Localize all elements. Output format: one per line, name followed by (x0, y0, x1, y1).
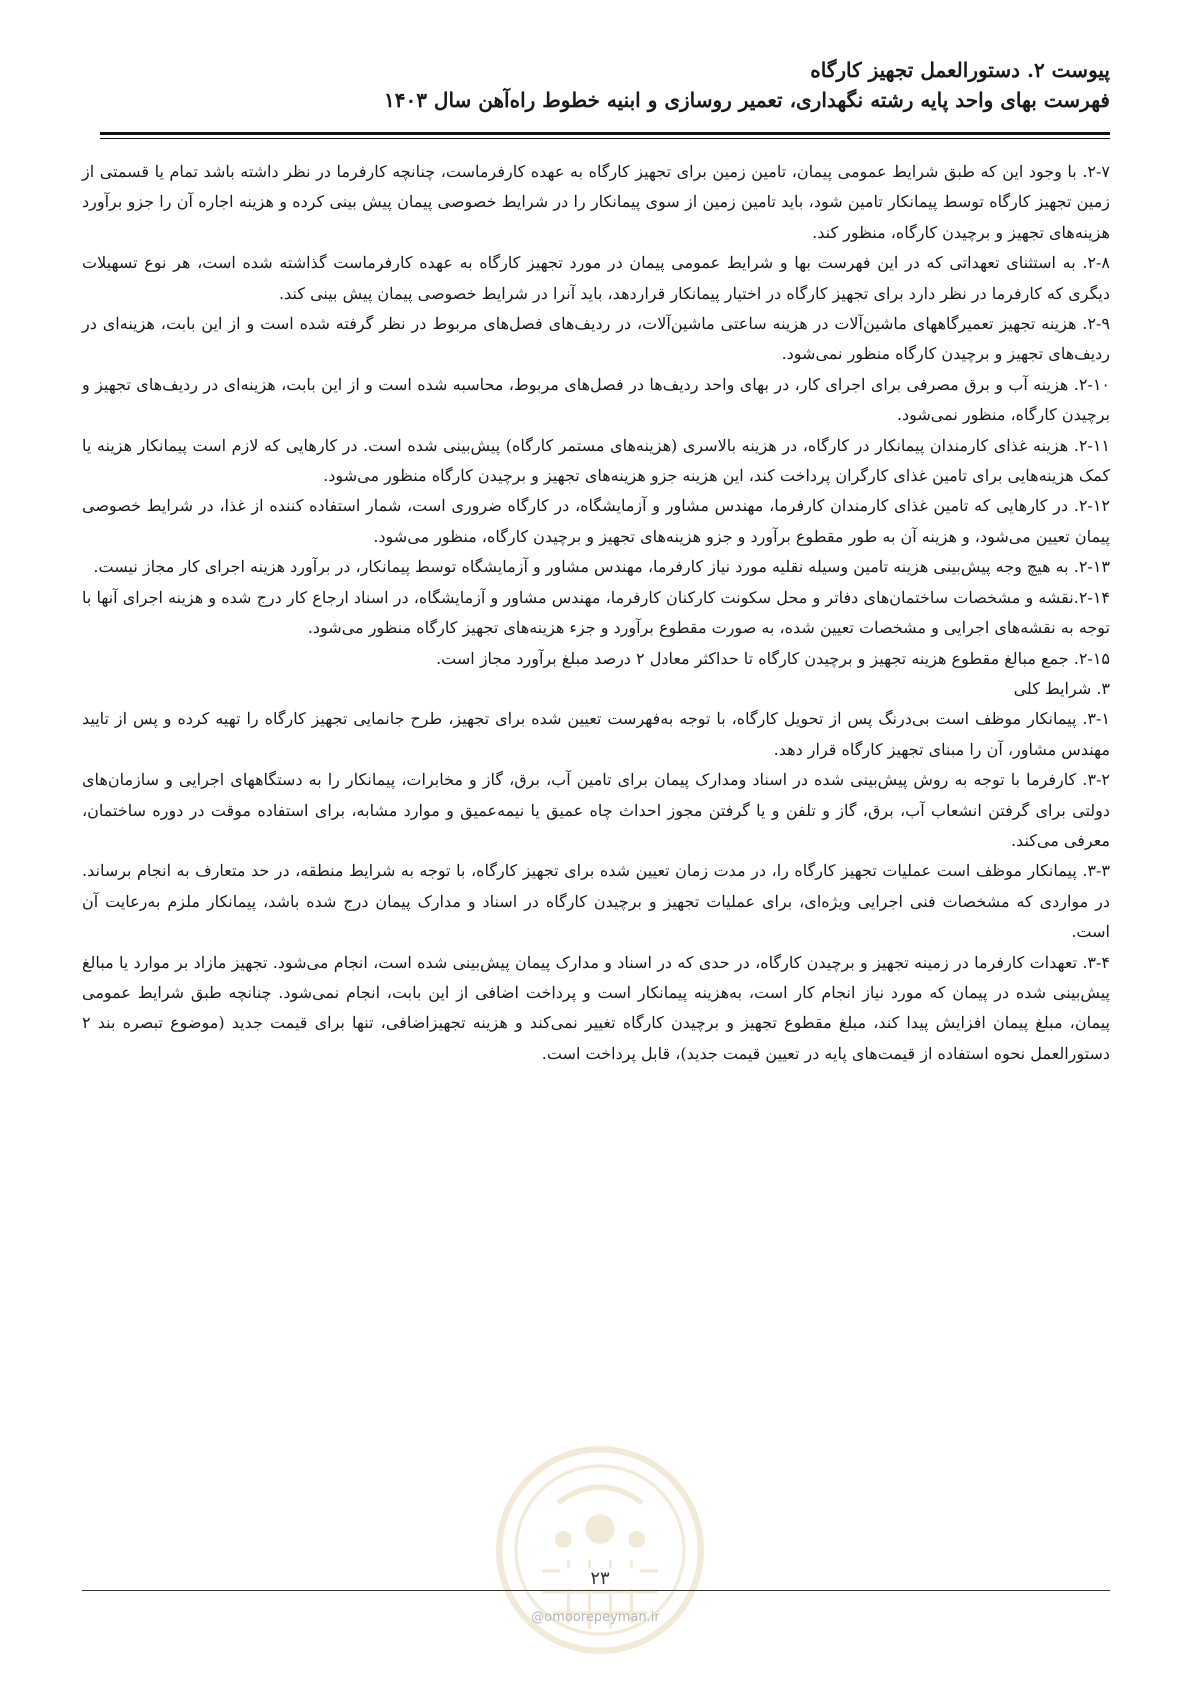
paragraph-3-1: ۳-۱. پیمانکار موظف است بی‌درنگ پس از تحویل کارگاه، با توجه به‌فهرست تعیین شده برای تجهیز، طرح جانمایی تجهیز کارگاه را تهیه کرده و پس از تایید مهندس مشاور، آن را مبنای تجهیز کارگاه قرار دهد. (82, 709, 1110, 759)
paragraph-2-13: ۲-۱۳. به هیچ وجه پیش‌بینی هزینه تامین وسیله نقلیه مورد نیاز کارفرما، مهندس مشاور و آزمایشگاه توسط پیمانکار، در برآورد هزینه اجرای کار مجاز نیست. (93, 557, 1110, 577)
page-header (100, 55, 1110, 115)
website-watermark: @omoorepeyman.ir (531, 1610, 660, 1625)
paragraph-3-2: ۳-۲. کارفرما با توجه به روش پیش‌بینی شده در اسناد ومدارک پیمان برای تامین آب، برق، گاز و مخابرات، پیمانکار را به دستگاههای اجرایی و سازمان‌های دولتی برای گرفتن انشعاب آب، برق، گاز و تلفن و یا گرفتن مجوز احداث چاه عمیق یا نیمه‌عمیق و موارد مشابه، برای استفاده موقت در دوره ساختمان، معرفی می‌کند. (82, 770, 1110, 850)
paragraph-3-4: ۳-۴. تعهدات کارفرما در زمینه تجهیز و برچیدن کارگاه، در حدی که در اسناد و مدارک پیمان پیش‌بینی شده است، انجام می‌شود. تجهیز مازاد بر موارد یا مبالغ پیش‌بینی شده در پیمان که مورد نیاز انجام کار است، به‌هزینه پیمانکار است و پرداخت اضافی از این بابت، انجام نمی‌شود. چنانچه طبق شرایط عمومی پیمان، مبلغ پیمان افزایش پیدا کند، مبلغ مقطوع تجهیز و برچیدن کارگاه تغییر نمی‌کند و هزینه تجهیزاضافی، تنها برای قیمت جدید (موضوع تبصره بند ۲ دستورالعمل نحوه استفاده از قیمت‌های پایه در تعیین قیمت جدید)، قابل پرداخت است. (82, 952, 1111, 1063)
page-number: ۲۳ (560, 1568, 640, 1589)
section-heading-3: ۳. شرایط کلی (1013, 678, 1110, 698)
paragraph-2-9: ۲-۹. هزینه تجهیز تعمیرگاههای ماشین‌آلات در هزینه ساعتی ماشین‌آلات، در ردیف‌های فصل‌های مربوط در نظر گرفته شده است و از این بابت، هزینه‌ای در ردیف‌های تجهیز و برچیدن کارگاه منظور نمی‌شود. (82, 314, 1110, 364)
paragraph-2-10: ۲-۱۰. هزینه آب و برق مصرفی برای اجرای کار، در بهای واحد ردیف‌ها در فصل‌های مربوط، محاسبه شده است و از این بابت، هزینه‌ای در ردیف‌های تجهیز و برچیدن کارگاه، منظور نمی‌شود. (82, 374, 1111, 425)
footer-rule (82, 1590, 1110, 1591)
paragraph-2-14: ۲-۱۴.نقشه و مشخصات ساختمان‌های دفاتر و محل سکونت کارکنان کارفرما، مهندس مشاور و آزمایشگاه، در اسناد ارجاع کار درج شده و هزینه اجرای آنها با توجه به نقشه‌های اجرایی و مشخصات تعیین شده، به صورت مقطوع برآورد و جزء هزینه‌های تجهیز کارگاه منظور می‌شود. (82, 587, 1110, 638)
header-subtitle: فهرست بهای واحد پایه رشته نگهداری، تعمیر روسازی و ابنیه خطوط راه‌آهن سال ۱۴۰۳ (384, 88, 1110, 112)
header-rule-thin (100, 138, 1110, 139)
paragraph-3-3: ۳-۳. پیمانکار موظف است عملیات تجهیز کارگاه را، در مدت زمان تعیین شده برای تجهیز کارگاه، با توجه به شرایط منطقه، در حد متعارف به انجام برساند. در مواردی که مشخصات فنی اجرایی ویژه‌ای، برای عملیات تجهیز و برچیدن کارگاه در اسناد و مدارک پیمان درج شده باشد، پیمانکار ملزم به‌رعایت آن است. (82, 861, 1110, 942)
paragraph-2-12: ۲-۱۲. در کارهایی که تامین غذای کارمندان کارفرما، مهندس مشاور و آزمایشگاه، در کارگاه ضروری است، شمار استفاده کننده از غذا، در شرایط خصوصی پیمان تعیین می‌شود، و هزینه آن به طور مقطوع برآورد و جزو هزینه‌های تجهیز و برچیدن کارگاه، منظور می‌شود. (82, 496, 1110, 546)
header-title: پیوست ۲. دستورالعمل تجهیز کارگاه (810, 58, 1110, 82)
document-body (82, 157, 1110, 1069)
paragraph-2-8: ۲-۸. به استثنای تعهداتی که در این فهرست بها و شرایط عمومی پیمان در مورد تجهیز کارگاه به عهده کارفرماست گذاشته شده است، هر نوع تسهیلات دیگری که کارفرما در نظر دارد برای تجهیز کارگاه در اختیار پیمانکار قراردهد، باید آنرا در شرایط خصوصی پیمان پیش بینی کند. (82, 253, 1111, 303)
paragraph-2-7: ۲-۷. با وجود این که طبق شرایط عمومی پیمان، تامین زمین برای تجهیز کارگاه به عهده کارفرماست، چنانچه کارفرما در نظر داشته باشد تمام یا قسمتی از زمین تجهیز کارگاه توسط پیمانکار تامین شود، باید تامین زمین از سوی پیمانکار را در شرایط خصوصی پیمان پیش بینی کرده و هزینه اجاره آن را جزو برآورد هزینه‌های تجهیز و برچیدن کارگاه، منظور کند. (82, 162, 1110, 242)
paragraph-2-11: ۲-۱۱. هزینه غذای کارمندان پیمانکار در کارگاه، در هزینه بالاسری (هزینه‌های مستمر کارگاه) پیش‌بینی شده است. در کارهایی که لازم است پیمانکار هزینه یا کمک هزینه‌هایی برای تامین غذای کارگران پرداخت کند، این هزینه جزو هزینه‌های تجهیز و برچیدن کارگاه منظور می‌شود. (82, 435, 1110, 486)
paragraph-2-15: ۲-۱۵. جمع مبالغ مقطوع هزینه تجهیز و برچیدن کارگاه تا حداکثر معادل ۲ درصد مبلغ برآورد مجاز است. (436, 648, 1110, 668)
header-rule-thick (100, 132, 1110, 135)
